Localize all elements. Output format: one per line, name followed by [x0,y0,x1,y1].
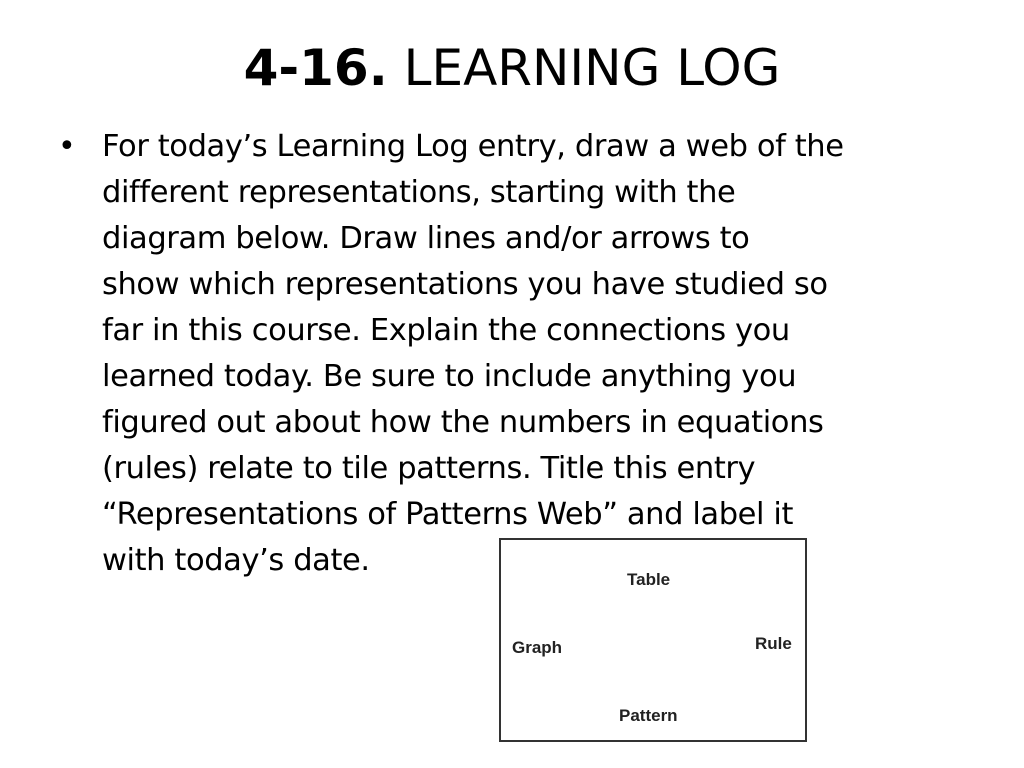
diagram-label-graph: Graph [512,638,563,657]
bullet-line: diagram below. Draw lines and/or arrows to [102,221,750,256]
bullet-line: different representations, starting with the [102,175,736,210]
page-title [0,36,1024,100]
bullet-line: learned today. Be sure to include anything you [102,359,797,394]
bullet-line: figured out about how the numbers in equations [102,405,824,440]
bullet-line: For today’s Learning Log entry, draw a web of the [102,129,844,164]
diagram-label-rule: Rule [755,634,792,653]
bullet-marker: • [58,129,76,164]
bullet-line: with today’s date. [102,543,370,578]
bullet-line: “Representations of Patterns Web” and label it [102,497,794,532]
title-text: LEARNING LOG [403,39,781,97]
representations-diagram [499,538,807,742]
bullet-line: far in this course. Explain the connections you [102,313,790,348]
bullet-line: show which representations you have studied so [102,267,828,302]
title-number: 4-16. [243,39,388,97]
diagram-label-pattern: Pattern [619,706,678,725]
diagram-label-table: Table [627,570,671,589]
bullet-text [102,124,962,584]
bullet-line: (rules) relate to tile patterns. Title this entry [102,451,756,486]
